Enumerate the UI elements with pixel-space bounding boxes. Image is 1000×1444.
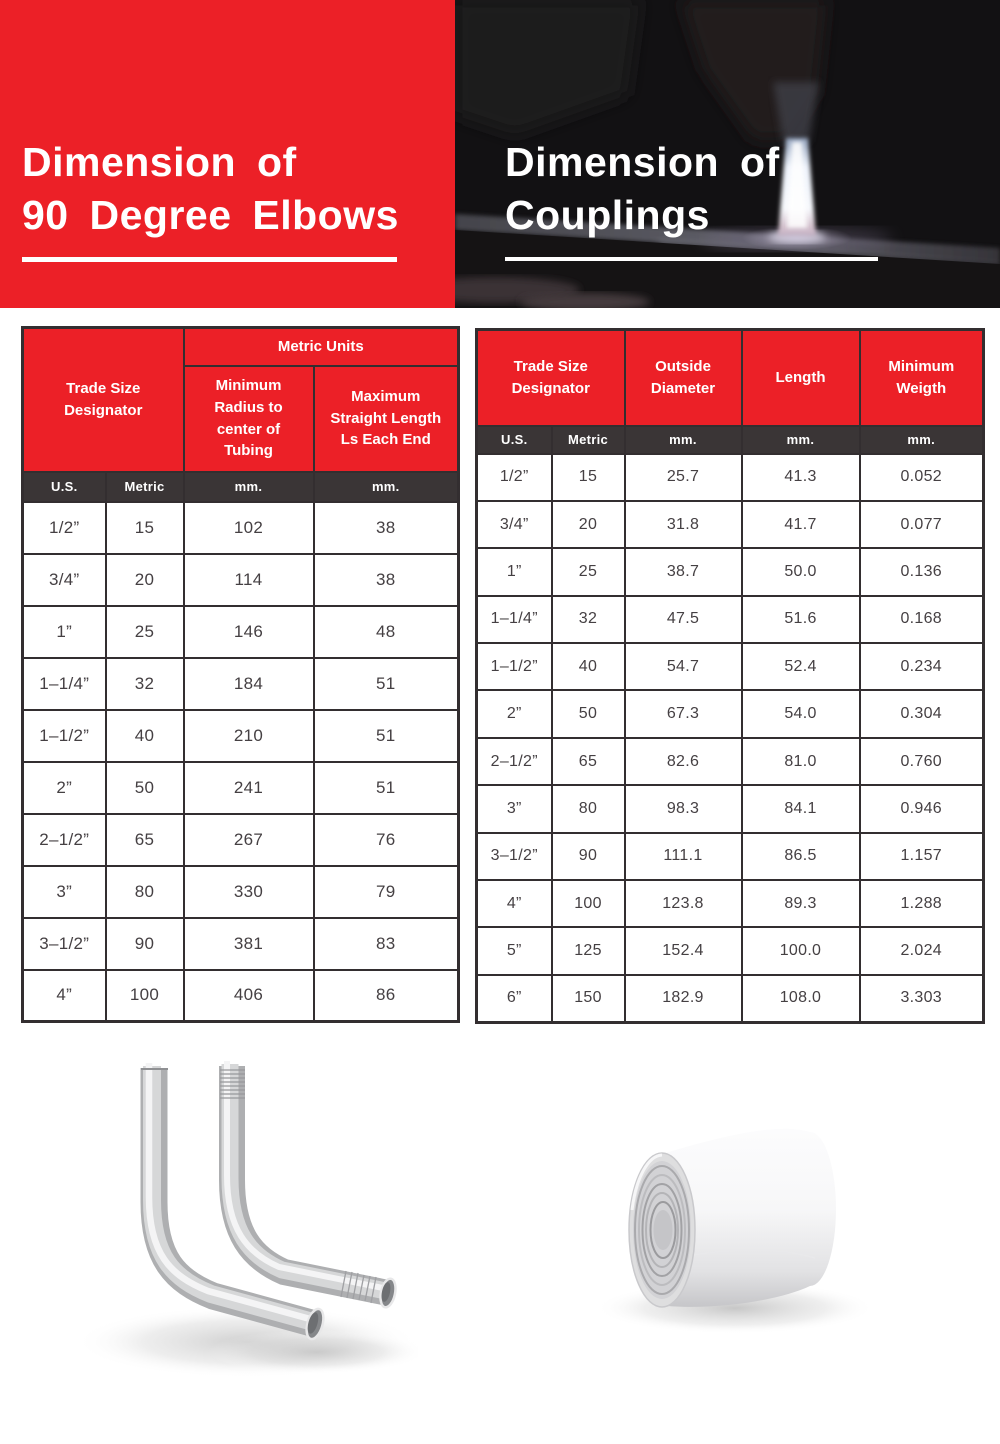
table-cell: 0.168 — [860, 596, 984, 643]
table-cell: 108.0 — [742, 975, 860, 1022]
table-cell: 15 — [552, 454, 625, 501]
table-cell: 381 — [184, 918, 314, 970]
hero-banner — [0, 0, 1000, 308]
elbows-hero-block — [0, 0, 455, 308]
elbows-title-line2: 90 Degree Elbows — [22, 192, 399, 238]
table-row — [477, 596, 984, 643]
table-cell: 81.0 — [742, 738, 860, 785]
table-cell: 50 — [106, 762, 184, 814]
table-cell: 114 — [184, 554, 314, 606]
table-cell: 1–1/4” — [23, 658, 106, 710]
table-cell: 41.7 — [742, 501, 860, 548]
table-cell: 1–1/2” — [477, 643, 552, 690]
subheader-us: U.S. — [477, 426, 552, 454]
table-cell: 111.1 — [625, 833, 742, 880]
table-cell: 0.052 — [860, 454, 984, 501]
table-cell: 100 — [552, 880, 625, 927]
table-cell: 25.7 — [625, 454, 742, 501]
table-cell: 330 — [184, 866, 314, 918]
table-cell: 4” — [477, 880, 552, 927]
table-cell: 2” — [477, 690, 552, 737]
table-cell: 1.157 — [860, 833, 984, 880]
header-length: Length — [742, 330, 860, 426]
table-cell: 48 — [314, 606, 459, 658]
table-row — [477, 975, 984, 1022]
table-cell: 0.234 — [860, 643, 984, 690]
table-cell: 50.0 — [742, 548, 860, 595]
table-cell: 210 — [184, 710, 314, 762]
table-cell: 0.136 — [860, 548, 984, 595]
table-cell: 40 — [106, 710, 184, 762]
table-cell: 150 — [552, 975, 625, 1022]
table-cell: 31.8 — [625, 501, 742, 548]
header-outside-diameter: Outside Diameter — [625, 330, 742, 426]
table-cell: 20 — [552, 501, 625, 548]
table-cell: 20 — [106, 554, 184, 606]
table-cell: 1.288 — [860, 880, 984, 927]
table-cell: 38 — [314, 502, 459, 554]
table-cell: 182.9 — [625, 975, 742, 1022]
table-cell: 0.304 — [860, 690, 984, 737]
table-row — [23, 606, 459, 658]
table-cell: 4” — [23, 970, 106, 1022]
table-row — [23, 918, 459, 970]
table-cell: 3–1/2” — [23, 918, 106, 970]
table-cell: 76 — [314, 814, 459, 866]
table-cell: 100.0 — [742, 927, 860, 974]
title-underline — [505, 257, 878, 261]
table-row — [23, 658, 459, 710]
title-underline — [22, 257, 397, 262]
table-cell: 65 — [552, 738, 625, 785]
table-cell: 40 — [552, 643, 625, 690]
table-cell: 50 — [552, 690, 625, 737]
table-cell: 32 — [552, 596, 625, 643]
header-max-straight: Maximum Straight Length Ls Each End — [314, 366, 459, 472]
table-cell: 5” — [477, 927, 552, 974]
table-cell: 86.5 — [742, 833, 860, 880]
table-cell: 90 — [552, 833, 625, 880]
table-cell: 406 — [184, 970, 314, 1022]
table-row — [477, 454, 984, 501]
table-cell: 2–1/2” — [477, 738, 552, 785]
table-row — [477, 738, 984, 785]
table-cell: 86 — [314, 970, 459, 1022]
couplings-dimension-table — [475, 328, 982, 1024]
elbows-dimension-table — [21, 326, 457, 1023]
table-cell: 3–1/2” — [477, 833, 552, 880]
subheader-mm: mm. — [184, 472, 314, 502]
header-trade-size: Trade Size Designator — [477, 330, 625, 426]
table-row — [23, 762, 459, 814]
table-row — [477, 785, 984, 832]
header-metric-units: Metric Units — [184, 328, 459, 366]
table-cell: 65 — [106, 814, 184, 866]
table-row — [477, 548, 984, 595]
table-cell: 152.4 — [625, 927, 742, 974]
table-cell: 184 — [184, 658, 314, 710]
table-cell: 47.5 — [625, 596, 742, 643]
table-cell: 67.3 — [625, 690, 742, 737]
table-row — [477, 880, 984, 927]
header-min-radius: Minimum Radius to center of Tubing — [184, 366, 314, 472]
coupling-product-image — [585, 1110, 875, 1340]
table-cell: 1–1/4” — [477, 596, 552, 643]
table-row — [23, 554, 459, 606]
table-cell: 98.3 — [625, 785, 742, 832]
table-cell: 89.3 — [742, 880, 860, 927]
table-cell: 1/2” — [477, 454, 552, 501]
coupling-body — [629, 1129, 836, 1307]
elbows-page-title — [22, 136, 399, 242]
table-cell: 1–1/2” — [23, 710, 106, 762]
subheader-mm: mm. — [742, 426, 860, 454]
table-cell: 51.6 — [742, 596, 860, 643]
table-cell: 54.7 — [625, 643, 742, 690]
table-cell: 102 — [184, 502, 314, 554]
table-cell: 51 — [314, 658, 459, 710]
table-cell: 54.0 — [742, 690, 860, 737]
table-cell: 82.6 — [625, 738, 742, 785]
threaded-elbow — [220, 1061, 398, 1309]
table-row — [477, 927, 984, 974]
subheader-metric: Metric — [552, 426, 625, 454]
table-row — [23, 502, 459, 554]
table-cell: 146 — [184, 606, 314, 658]
table-cell: 25 — [106, 606, 184, 658]
table-row — [477, 501, 984, 548]
table-cell: 52.4 — [742, 643, 860, 690]
couplings-page-title — [505, 136, 780, 242]
table-cell: 3.303 — [860, 975, 984, 1022]
table-cell: 25 — [552, 548, 625, 595]
table-row — [477, 643, 984, 690]
table-cell: 51 — [314, 710, 459, 762]
table-cell: 41.3 — [742, 454, 860, 501]
table-cell: 80 — [552, 785, 625, 832]
subheader-metric: Metric — [106, 472, 184, 502]
table-cell: 6” — [477, 975, 552, 1022]
table-cell: 0.077 — [860, 501, 984, 548]
table-cell: 3” — [477, 785, 552, 832]
table-cell: 3/4” — [477, 501, 552, 548]
table-row — [23, 970, 459, 1022]
table-cell: 38.7 — [625, 548, 742, 595]
table-cell: 1/2” — [23, 502, 106, 554]
table-cell: 123.8 — [625, 880, 742, 927]
table-cell: 3/4” — [23, 554, 106, 606]
subheader-mm: mm. — [860, 426, 984, 454]
subheader-mm: mm. — [314, 472, 459, 502]
elbows-title-line1: Dimension of — [22, 139, 297, 185]
header-trade-size: Trade Size Designator — [23, 328, 184, 472]
elbows-product-image — [62, 1052, 418, 1388]
table-cell: 0.760 — [860, 738, 984, 785]
table-cell: 38 — [314, 554, 459, 606]
table-cell: 100 — [106, 970, 184, 1022]
table-cell: 2–1/2” — [23, 814, 106, 866]
table-cell: 267 — [184, 814, 314, 866]
table-cell: 1” — [23, 606, 106, 658]
table-cell: 84.1 — [742, 785, 860, 832]
table-cell: 80 — [106, 866, 184, 918]
table-cell: 3” — [23, 866, 106, 918]
table-cell: 125 — [552, 927, 625, 974]
couplings-hero-block — [455, 0, 1000, 308]
subheader-mm: mm. — [625, 426, 742, 454]
table-cell: 15 — [106, 502, 184, 554]
table-cell: 79 — [314, 866, 459, 918]
table-cell: 241 — [184, 762, 314, 814]
table-row — [23, 814, 459, 866]
table-cell: 83 — [314, 918, 459, 970]
header-minimum-weight: Minimum Weigth — [860, 330, 984, 426]
table-row — [23, 866, 459, 918]
couplings-title-line1: Dimension of — [505, 139, 780, 185]
table-cell: 1” — [477, 548, 552, 595]
table-cell: 90 — [106, 918, 184, 970]
table-row — [23, 710, 459, 762]
table-row — [477, 690, 984, 737]
table-cell: 0.946 — [860, 785, 984, 832]
table-row — [477, 833, 984, 880]
table-cell: 32 — [106, 658, 184, 710]
table-cell: 51 — [314, 762, 459, 814]
couplings-title-line2: Couplings — [505, 192, 710, 238]
table-cell: 2.024 — [860, 927, 984, 974]
table-cell: 2” — [23, 762, 106, 814]
subheader-us: U.S. — [23, 472, 106, 502]
